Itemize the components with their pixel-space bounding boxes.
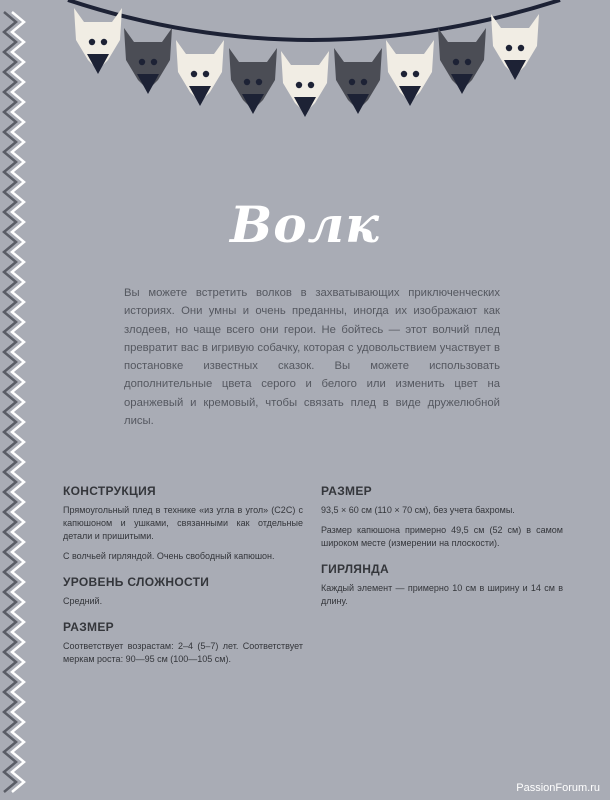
construction-text: Прямоугольный плед в технике «из угла в угол» (C2C) с капюшоном и ушками, связанными как отдельные детали и пришитыми. <box>63 505 303 541</box>
wolf-head-ornament <box>229 48 277 114</box>
size-text: Соответствует возрастам: 2–4 (5–7) лет. Соответствует меркам роста: 90—95 см (100—105 см). <box>63 641 303 664</box>
wolf-head-ornament <box>438 28 486 94</box>
wolf-head-ornament <box>176 40 224 106</box>
wolf-garland-illustration <box>60 0 580 140</box>
garland-heading: ГИРЛЯНДА <box>321 562 390 576</box>
zigzag-border <box>0 0 30 800</box>
wolf-head-ornament <box>281 51 329 117</box>
wolf-head-ornament <box>491 14 539 80</box>
site-watermark: PassionForum.ru <box>516 782 600 794</box>
level-heading: УРОВЕНЬ СЛОЖНОСТИ <box>63 575 210 589</box>
wolf-head-ornament <box>124 28 172 94</box>
left-column <box>63 484 303 673</box>
garland-text: Каждый элемент — примерно 10 см в ширину и 14 см в длину. <box>321 583 563 606</box>
construction-text-2: С волчьей гирляндой. Очень свободный капюшон. <box>63 551 275 561</box>
right-column <box>321 484 563 615</box>
level-text: Средний. <box>63 596 103 606</box>
size-dimensions-text: 93,5 × 60 см (110 × 70 см), без учета бахромы. <box>321 505 515 515</box>
size-heading-right: РАЗМЕР <box>321 484 372 498</box>
page-title: Волк <box>229 195 381 254</box>
size-heading: РАЗМЕР <box>63 620 114 634</box>
wolf-head-ornament <box>334 48 382 114</box>
wolf-head-ornament <box>74 8 122 74</box>
wolf-head-ornament <box>386 40 434 106</box>
hood-size-text: Размер капюшона примерно 49,5 см (52 см) в самом широком месте (измерении на плоскости). <box>321 525 563 548</box>
intro-paragraph: Вы можете встретить волков в захватывающих приключенческих историях. Они умны и очень преданны, иногда их изображают как злодеев, но чаще всего они герои. Не бойтесь — этот волчий плед превратит вас в игривую собачку, которая с удовольствием участвует в постановке известных сказок. Вы можете использовать дополнительные цвета серого и белого или изменить цвет на оранжевый и кремовый, чтобы связать плед в виде дружелюбной лисы. <box>124 287 500 428</box>
construction-heading: КОНСТРУКЦИЯ <box>63 484 156 498</box>
